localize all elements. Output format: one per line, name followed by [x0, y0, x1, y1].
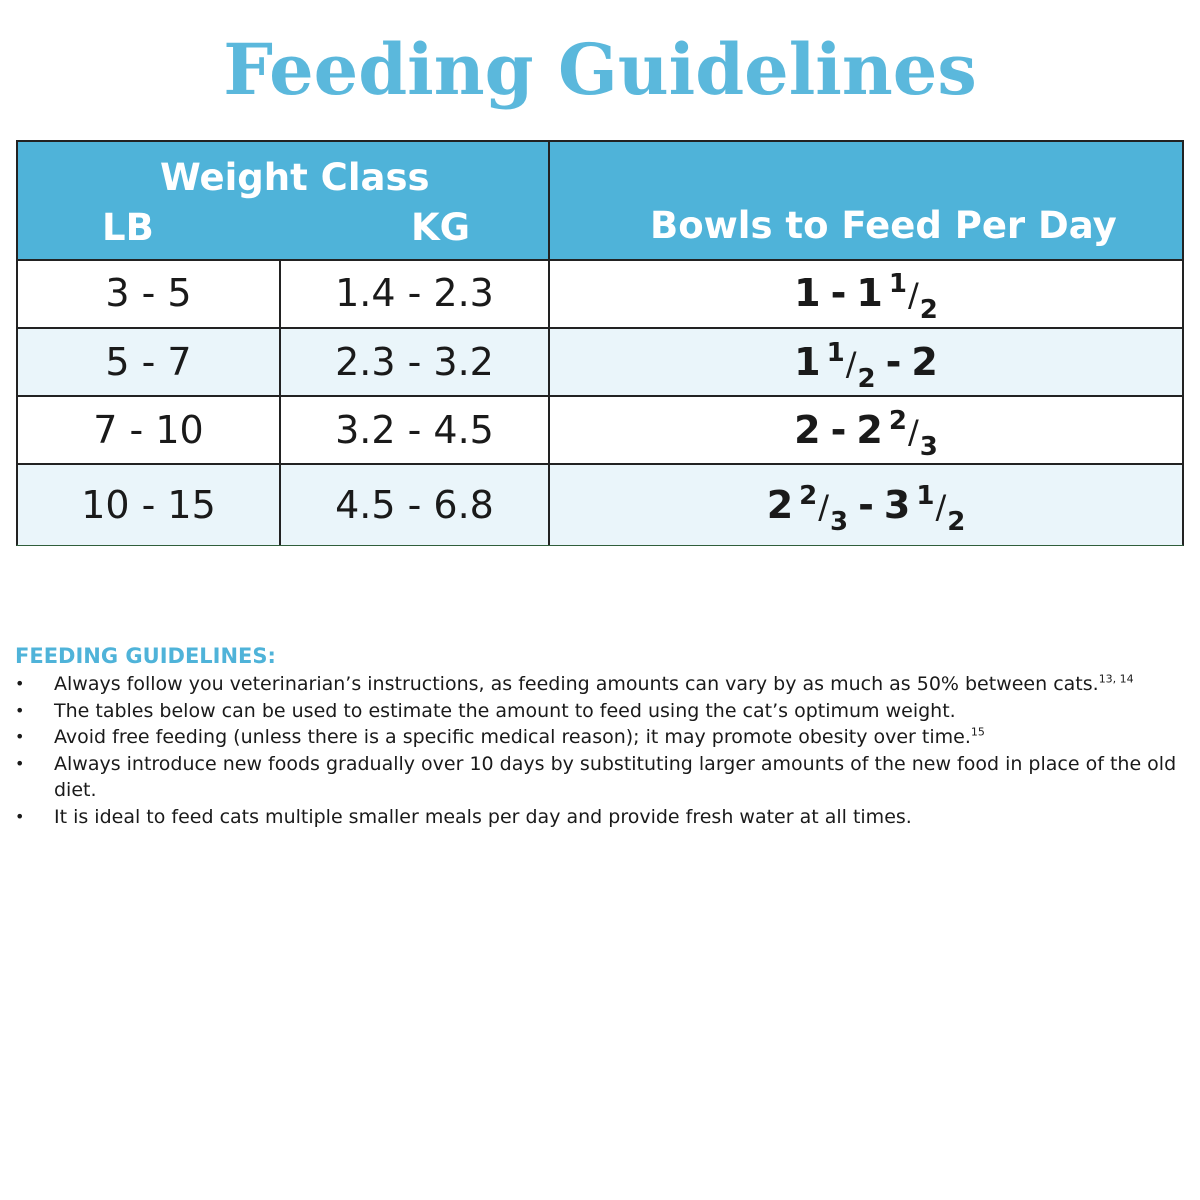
table-row — [18, 329, 1182, 397]
bowls-cell — [550, 329, 1182, 395]
bowls-from-fraction-slash: / — [818, 488, 830, 526]
bowls-from-numerator: 1 — [826, 338, 845, 368]
citation-superscript: 15 — [970, 725, 985, 739]
bowls-value — [794, 406, 938, 462]
range-dash: - — [830, 408, 847, 452]
bowls-to-fraction-slash: / — [935, 488, 947, 526]
table-row — [18, 465, 1182, 545]
kg-cell: 2.3 - 3.2 — [281, 329, 550, 395]
bowls-from-whole: 2 — [794, 408, 821, 452]
table-row — [18, 397, 1182, 465]
guideline-text: Always follow you veterinarian’s instructions, as feeding amounts can vary by as much as 50% between cats. — [54, 673, 1099, 695]
bowls-from-fraction-slash: / — [845, 345, 857, 383]
kg-cell: 3.2 - 4.5 — [281, 397, 550, 463]
guidelines-heading: FEEDING GUIDELINES: — [15, 644, 276, 668]
bullet-icon: • — [15, 674, 25, 693]
bowls-to-denominator: 3 — [919, 432, 938, 462]
guideline-text: Always introduce new foods gradually over 10 days by substituting larger amounts of the new food in place of the old diet. — [54, 752, 1177, 801]
bowls-to-numerator: 1 — [916, 481, 935, 511]
bowls-value — [766, 481, 966, 537]
bowls-from-whole: 2 — [766, 483, 794, 527]
guidelines-list — [0, 671, 1200, 830]
guideline-text: Avoid free feeding (unless there is a specific medical reason); it may promote obesity over time. — [54, 726, 971, 748]
table-header — [18, 142, 1182, 261]
citation-superscript: 13, 14 — [1098, 672, 1134, 686]
kg-column-header: KG — [411, 206, 471, 249]
guideline-item — [0, 698, 1194, 725]
bowls-from-denominator: 3 — [830, 507, 849, 537]
lb-cell: 3 - 5 — [18, 259, 281, 327]
bowls-to-fraction — [888, 269, 938, 325]
guideline-item — [0, 751, 1194, 804]
bowls-to-fraction-slash: / — [907, 413, 919, 451]
bowls-to-whole: 2 — [856, 408, 883, 452]
lb-cell: 5 - 7 — [18, 329, 281, 395]
kg-cell: 1.4 - 2.3 — [281, 259, 550, 327]
lb-cell: 10 - 15 — [18, 465, 281, 545]
table-row — [18, 259, 1182, 329]
guideline-text: The tables below can be used to estimate the amount to feed using the cat’s optimum weight. — [54, 699, 956, 722]
bowls-to-numerator: 2 — [888, 406, 907, 436]
bowls-value — [794, 269, 938, 325]
bowls-to-fraction — [888, 406, 938, 462]
range-dash: - — [830, 271, 847, 315]
bowls-to-denominator: 2 — [919, 295, 938, 325]
bullet-icon: • — [15, 806, 25, 826]
feeding-table — [16, 140, 1184, 546]
bowls-from-numerator: 2 — [799, 481, 818, 511]
range-dash: - — [885, 340, 902, 384]
bowls-from-whole: 1 — [794, 340, 821, 384]
lb-column-header: LB — [102, 206, 154, 249]
bowls-from-whole: 1 — [794, 271, 821, 315]
bowls-column-header: Bowls to Feed Per Day — [650, 204, 1117, 247]
bullet-icon: • — [15, 700, 25, 720]
guideline-text: It is ideal to feed cats multiple smaller meals per day and provide fresh water at all times. — [54, 805, 912, 828]
lb-cell: 7 - 10 — [18, 397, 281, 463]
guideline-item — [0, 724, 1194, 751]
bowls-cell — [550, 259, 1182, 327]
weight-class-header — [18, 142, 548, 259]
guideline-item — [0, 804, 1194, 831]
bowls-to-whole: 1 — [856, 271, 883, 315]
bullet-icon: • — [15, 727, 25, 746]
bowls-to-fraction — [916, 481, 966, 537]
bowls-from-denominator: 2 — [857, 364, 876, 394]
bowls-to-denominator: 2 — [947, 507, 966, 537]
weight-class-label: Weight Class — [160, 156, 430, 199]
kg-cell: 4.5 - 6.8 — [281, 465, 550, 545]
bowls-to-whole: 3 — [883, 483, 911, 527]
bowls-from-fraction — [826, 338, 876, 394]
bowls-to-fraction-slash: / — [907, 276, 919, 314]
bowls-to-numerator: 1 — [888, 269, 907, 299]
bowls-to-whole: 2 — [911, 340, 938, 384]
bowls-value — [794, 338, 938, 394]
bowls-header — [548, 142, 1182, 259]
bullet-icon: • — [15, 753, 25, 773]
page-title: Feeding Guidelines — [223, 28, 977, 111]
bowls-from-fraction — [799, 481, 849, 537]
range-dash: - — [858, 483, 874, 527]
bowls-cell — [550, 465, 1182, 545]
guideline-item — [0, 671, 1194, 698]
bowls-cell — [550, 397, 1182, 463]
